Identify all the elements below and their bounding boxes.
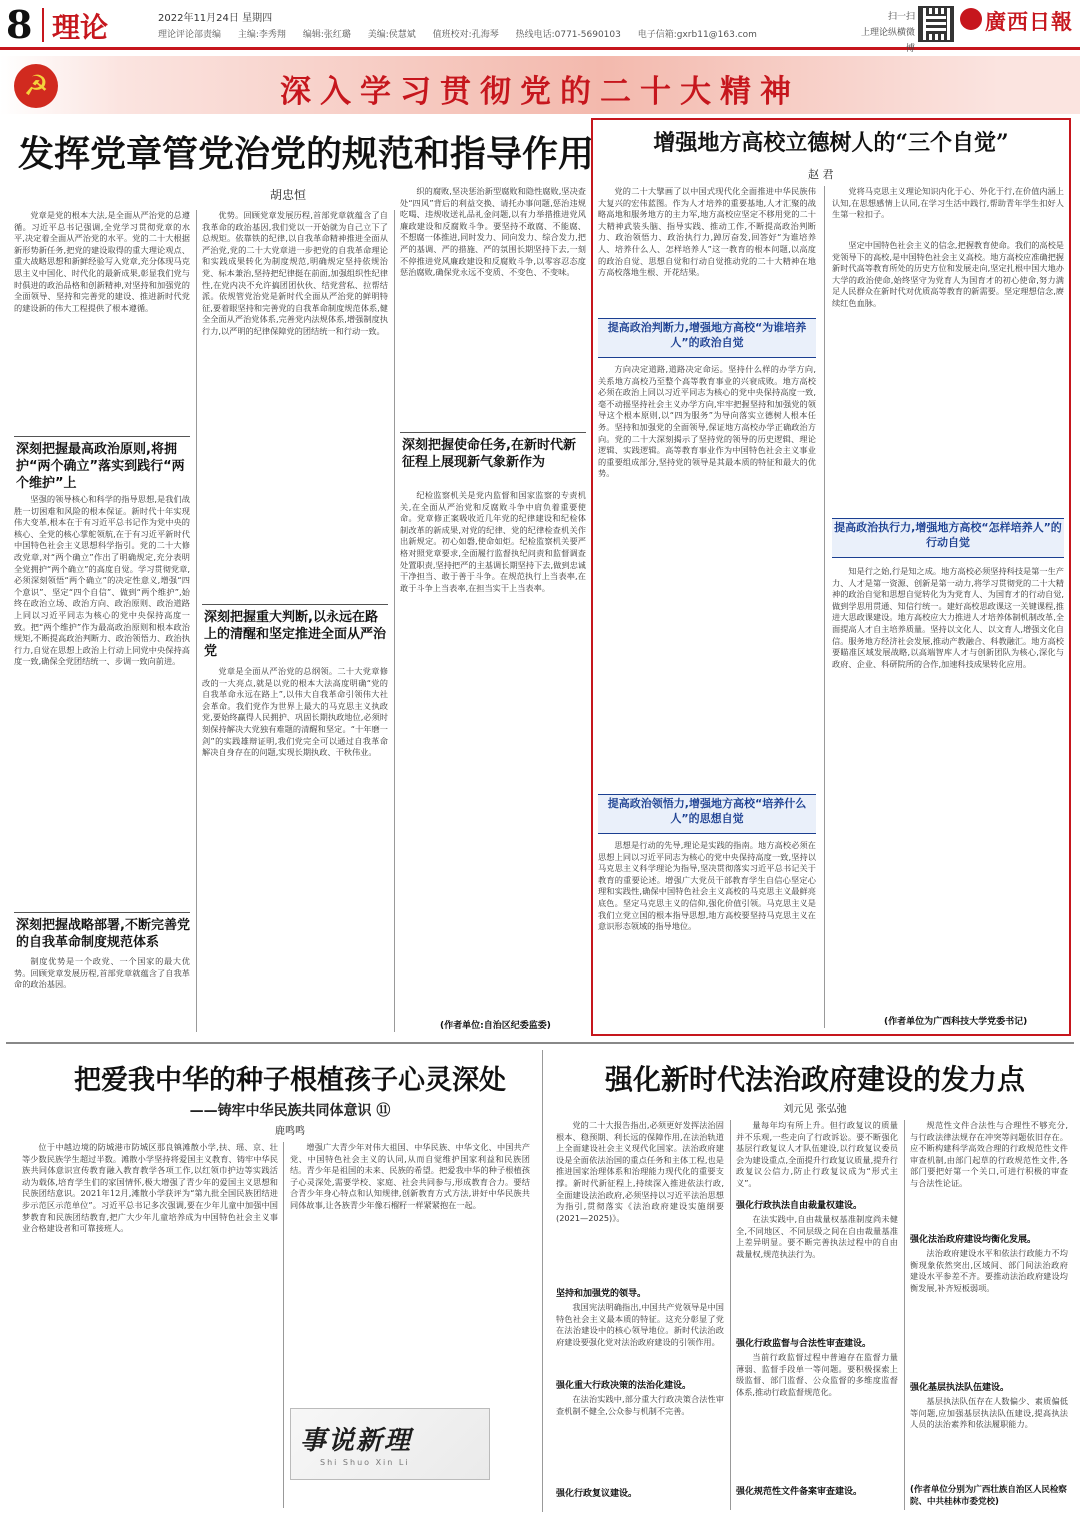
staff-item: 理论评论部责编 (158, 30, 222, 40)
article4-author: 刘元见 张弘弛 (783, 1104, 847, 1115)
article1-col1: 党章是党的根本大法,是全面从严治党的总遵循。习近平总书记强调,全党学习贯彻党章的水平,决定着全面从严治党的水平。党的二十大根据新形势新任务,把党的建设取得的重大理论观点、重大战略思想和新鲜经验写入党章,充分体现马克思主义中国化、时代化的最新成果,彰显我们党与时俱进的政治品格和创新精神,对坚持和加强党的全面领导、坚持和完善党的建设、推进新时代党的建设新的伟大工程提供了根本遵循。 (14, 210, 190, 313)
article4-col3c: 基层执法队伍存在人数偏少、素质偏低等问题,应加强基层执法队伍建设,提高执法人员的法治素养和依法履职能力。 (910, 1396, 1068, 1430)
article4-col1: 党的二十大报告指出,必须更好发挥法治固根本、稳预期、利长远的保障作用,在法治轨道上全面建设社会主义现代化国家。法治政府建设是全面依法治国的重点任务和主体工程,也是推进国家治理体系和治理能力现代化的重要支撑。新时代新征程上,持续深入推进依法行政,全面建设法治政府,必须坚持以习近平法治思想为指引,贯彻落实《法治政府建设实施纲要(2021—2025)》。 (556, 1120, 724, 1223)
newspaper-name: 廣西日報 (985, 9, 1073, 34)
banner-title: 深入学习贯彻党的二十大精神 (280, 74, 800, 110)
contact-item: 热线电话:0771-5690103 (515, 30, 621, 40)
article4-col3: 规范性文件合法性与合理性不够充分,与行政法律法规存在冲突等问题依旧存在。应不断构建科学高效合理的行政规范性文件审查机制,由部门起草的行政规范性文件,各部门要把好第一个关口,可进行积极的审查与合法性论证。 (910, 1120, 1068, 1188)
qr-code-icon[interactable] (918, 6, 954, 42)
column-logo-pinyin: Shi Shuo Xin Li (320, 1458, 410, 1467)
subhead-rule (14, 436, 190, 437)
article4-subhead: 强化重大行政决策的法治化建设。 (556, 1381, 692, 1391)
article1-subhead: 深刻把握重大判断,以永远在路上的清醒和坚定推进全面从严治党 (204, 610, 387, 659)
article2-text1: 方向决定道路,道路决定命运。坚持什么样的办学方向,关系地方高校乃至整个高等教育事业的兴衰成败。地方高校必须在政治上同以习近平同志为核心的党中央保持高度一致,毫不动摇坚持社会主义办学方向,牢牢把握坚持和加强党的领导这个根本原则,以“四为服务”为导向落实立德树人根本任务。坚持和加强党的全面领导,保证地方高校办学正确政治方向。党的二十大深刻揭示了坚持党的领导的历史逻辑、理论逻辑、实践逻辑。高等教育事业作为中国特色社会主义事业的重要组成部分,坚持党的领导是其最本质的特征和最大的优势。 (598, 364, 816, 479)
article1-col3: 织的腐败,坚决惩治新型腐败和隐性腐败,坚决查处“四风”背后的利益交换、请托办事问题,惩治违规吃喝、违规收送礼品礼金问题,以有力举措推进党风廉政建设和反腐败斗争。要坚持不敢腐、不能腐、不想腐一体推进,同时发力、同向发力、综合发力,把严的基调、严的措施、严的氛围长期坚持下去,一刻不停推进党风廉政建设和反腐败斗争,以零容忍态度惩治腐败,确保党永远不变质、不变色、不变味。 (400, 186, 586, 278)
article2-intro-right: 党将马克思主义理论知识内化于心、外化于行,在价值内涵上认知,在思想感情上认同,在学习生活中践行,帮助青年学生扣好人生第一粒扣子。 (832, 186, 1064, 220)
article2-subhead: 提高政治判断力,增强地方高校“为谁培养人”的政治自觉 (607, 321, 807, 349)
article3-subtitle: ——铸牢中华民族共同体意识 ⑪ (189, 1103, 391, 1119)
section-name: 理论 (52, 11, 109, 44)
article4-title: 强化新时代法治政府建设的发力点 (604, 1063, 1025, 1096)
article-divider (542, 1050, 543, 1512)
article4-subhead: 强化行政监督与合法性审查建设。 (736, 1339, 872, 1349)
article1-col2b: 党章是全面从严治党的总纲领。二十大党章修改的一大亮点,就是以党的根本大法高度明确“党的自我革命永远在路上”,以伟大自我革命引领伟大社会革命。我们党作为世界上最大的马克思主义执政党,要始终赢得人民拥护、巩固长期执政地位,必须时刻保持解决大党独有难题的清醒和坚定。“十年磨一剑”的实践雄辩证明,我们党完全可以通过自我革命解决自身存在的问题,实现长期执政、干秋伟业。 (202, 666, 388, 758)
contact-item: 电子信箱:gxrb11@163.com (637, 30, 757, 40)
party-emblem-icon: ☭ (14, 64, 58, 108)
page-number: 8 (6, 2, 33, 47)
article1-title: 发挥党章管党治党的规范和指导作用 (18, 133, 595, 175)
subhead-rule (14, 912, 190, 913)
article4-col2c: 当前行政监督过程中普遍存在监督力量薄弱、监督手段单一等问题。要积极探索上级监督、部门监督、公众监督的多维度监督体系,推动行政监督规范化。 (736, 1352, 898, 1397)
article1-col1c: 制度优势是一个政党、一个国家的最大优势。回顾党章发展历程,首部党章就蕴含了自我革命的政治基因。 (14, 956, 190, 990)
article2-text3: 知是行之始,行是知之成。地方高校必须坚持科技是第一生产力、人才是第一资源、创新是第一动力,将学习贯彻党的二十大精神的政治自觉和思想自觉转化为为党育人、为国育才的行动自觉,做到学思用贯通、知信行统一。建好高校思政课这一关键课程,推进大思政课建设。地方高校应大力推进人才培养体制机制改革,全面提高人才自主培养质量。坚持以文化人、以文育人,增强文化自信。服务地方经济社会发展,推动产教融合、科教融汇。地方高校要瞄准区域发展战略,以高端智库人才与创新团队为核心,深化与政府、企业、科研院所的合作,加速科技成果转化应用。 (832, 566, 1064, 669)
subhead-rule (202, 604, 388, 605)
article1-col3b: 纪检监察机关是党内监督和国家监察的专责机关,在全面从严治党和反腐败斗争中肩负着重要使命。党章修正案吸收近几年党的纪律建设和纪检体制改革的新成果,对党的纪律、党的纪律检查机关作出新规定。初心如磐,使命如炬。纪检监察机关要严格对照党章要求,全面履行监督执纪问责和监督调查处置职责,坚持把严的主基调长期坚持下去,做到忠诚干净担当、敢于善于斗争。在规范执行上当表率,在敢于斗争上当表率,在担当实干上当表率。 (400, 490, 586, 593)
masthead-divider (42, 8, 44, 42)
column-divider (730, 1120, 731, 1510)
article3-title: 把爱我中华的种子根植孩子心灵深处 (74, 1065, 506, 1096)
article3-col2: 增强广大青少年对伟大祖国、中华民族、中华文化、中国共产党、中国特色社会主义的认同,从而自觉维护国家利益和民族团结。青少年是祖国的未来、民族的希望。把爱我中华的种子根植孩子心灵深处,需要学校、家庭、社会共同参与,形成教育合力。要结合青少年身心特点和认知规律,创新教育方式方法,讲好中华民族共同体故事,让各族青少年像石榴籽一样紧紧抱在一起。 (290, 1142, 530, 1210)
article2-subhead: 提高政治领悟力,增强地方高校“培养什么人”的思想自觉 (607, 797, 807, 825)
article2-credit: (作者单位为广西科技大学党委书记) (884, 1017, 1028, 1027)
column-divider (824, 186, 825, 1028)
article4-subhead: 强化行政复议建设。 (556, 1489, 638, 1499)
article4-credit: (作者单位分别为广西壮族自治区人民检察院、中共桂林市委党校) (910, 1485, 1067, 1507)
article1-credit: (作者单位:自治区纪委监委) (440, 1021, 551, 1031)
article4-subhead: 强化行政执法自由裁量权建设。 (736, 1201, 863, 1211)
article1-col1b: 坚强的领导核心和科学的指导思想,是我们战胜一切困难和风险的根本保证。新时代十年实现伟大变革,根本在于有习近平总书记作为党中央的核心、全党的核心掌舵领航,在于有习近平新时代中国特色社会主义思想科学指引。党的二十大修改党章,对“两个确立”作出了明确规定,充分表明全党拥护“两个确立”的高度自觉。学习贯彻党章,必须深刻领悟“两个确立”的决定性意义,增强“四个意识”、坚定“四个自信”、做到“两个维护”,始终在政治立场、政治方向、政治原则、政治道路上同以习近平同志为核心的党中央保持高度一致。把“两个维护”作为最高政治原则和根本政治规矩,不断提高政治判断力、政治领悟力、政治执行力,自觉在思想上政治上行动上同党中央保持高度一致,确保全党团结统一、步调一致向前进。 (14, 494, 190, 667)
article2-text2: 思想是行动的先导,理论是实践的指南。地方高校必须在思想上同以习近平同志为核心的党中央保持高度一致,坚持以马克思主义科学理论为指导,坚决贯彻落实习近平总书记关于教育的重要论述。增强广大党员干部教育学生自信心坚定心理和实践性,确保中国特色社会主义高校的马克思主义最鲜亮底色。坚定马克思主义的信仰,强化价值引领。马克思主义是我们立党立国的根本指导思想,地方高校要坚持马克思主义在意识形态领域的指导地位。 (598, 840, 816, 932)
article1-subhead: 深刻把握使命任务,在新时代新征程上展现新气象新作为 (402, 438, 576, 470)
masthead (0, 0, 1080, 54)
staff-line (158, 27, 771, 40)
article1-subhead: 深刻把握战略部署,不断完善党的自我革命制度规范体系 (16, 918, 190, 950)
column-divider (904, 1120, 905, 1510)
scan-caption: 上理论纵横微博 (860, 28, 915, 54)
article1-author: 胡忠恒 (270, 188, 307, 202)
column-logo-title: 事说新理 (300, 1426, 413, 1456)
staff-item: 值班校对:孔海琴 (432, 30, 499, 40)
article4-subhead: 强化规范性文件备案审查建设。 (736, 1487, 863, 1497)
issue-date: 2022年11月24日 星期四 (158, 13, 273, 24)
column-divider (196, 210, 197, 1032)
article4-subhead: 坚持和加强党的领导。 (556, 1289, 647, 1299)
staff-item: 主编:李秀翔 (237, 30, 286, 40)
section-divider (6, 1042, 1074, 1044)
article2-intro: 党的二十大擘画了以中国式现代化全面推进中华民族伟大复兴的宏伟蓝图。作为人才培养的重要基地,人才汇聚的战略高地和服务地方的主力军,地方高校应坚定不移用党的二十大精神武装头脑、指导实践、推动工作,不断提高政治判断力、政治领悟力、政治执行力,踔厉奋发,回答好“为谁培养人、培养什么人、怎样培养人”这一教育的根本问题,以高度的政治自觉、思想自觉和行动自觉推动党的二十大精神在地方高校落地生根、开花结果。 (598, 186, 816, 278)
article2-right-col: 坚定中国特色社会主义的信念,把握教育使命。我们的高校是党领导下的高校,是中国特色社会主义高校。地方高校应准确把握新时代高等教育所处的历史方位和发展走向,坚定扎根中国大地办大学的政治使命,始终坚守为党育人为国育才的初心使命,努力满足人民群众在新时代对优质高等教育的新需要。坚定理想信念,赓续红色血脉。 (832, 240, 1064, 308)
article4-subhead: 强化法治政府建设均衡化发展。 (910, 1235, 1037, 1245)
article4-subhead: 强化基层执法队伍建设。 (910, 1383, 1010, 1393)
article4-col1b: 我国宪法明确指出,中国共产党领导是中国特色社会主义最本质的特征。这充分彰显了党在法治建设中的核心领导地位。新时代法治政府建设要强化党对法治政府建设的引领作用。 (556, 1302, 724, 1347)
article4-col2b: 在法实践中,自由裁量权基准制度尚未健全,不同地区、不同层级之间在自由裁量基准上差异明显。要不断完善执法过程中的自由裁量权,规范执法行为。 (736, 1214, 898, 1259)
subhead-rule (400, 432, 586, 433)
staff-item: 美编:侯慧斌 (367, 30, 416, 40)
article3-col1: 位于中越边境的防城港市防城区那良镇滩散小学,扶、瑶、京、壮等少数民族学生超过半数。滩散小学坚持将爱国主义教育、铸牢中华民族共同体意识宣传教育融入教育教学各项工作,以红领巾护边等实践活动为载体,培育学生们的家国情怀,极大增强了青少年的爱国主义思想和民族团结意识。2021年12月,滩散小学获评为“第九批全国民族团结进步示范区示范单位”。习近平总书记多次强调,要在少年儿童中加强中国梦教育和民族团结教育,把广大少年儿童培养成为中国特色社会主义事业合格建设者和可靠接班人。 (22, 1142, 278, 1234)
article4-col3b: 法治政府建设水平和依法行政能力不均衡现象依然突出,区域间、部门间法治政府建设水平参差不齐。要推动法治政府建设均衡发展,补齐短板弱项。 (910, 1248, 1068, 1293)
article2-subhead: 提高政治执行力,增强地方高校“怎样培养人”的行动自觉 (834, 521, 1062, 549)
newspaper-logo-icon (960, 8, 982, 30)
article1-subhead: 深刻把握最高政治原则,将拥护“两个确立”落实到践行“两个维护”上 (16, 442, 185, 491)
article4-col1c: 在法治实践中,部分重大行政决策合法性审查机制不健全,公众参与机制不完善。 (556, 1394, 724, 1416)
column-divider (283, 1142, 284, 1508)
scan-label: 扫一扫 (887, 12, 915, 22)
scan-prompt (855, 9, 915, 57)
column-divider (394, 210, 395, 1032)
article2-author: 赵 君 (808, 168, 834, 181)
article1-col2: 优势。回顾党章发展历程,首部党章就蕴含了自我革命的政治基因,我们党以一开始就为自己立下了总规矩。依靠铁的纪律,以自我革命精神推进全面从严治党,党的二十大党章进一步把党的自我革命理论和实践成果转化为制度规范,明确规定坚持依规治党、标本兼治,坚持把纪律挺在前面,加强组织性纪律性,在党内决不允许搞团团伙伙、结党营私、拉帮结派。依规管党治党是新时代全面从严治党的鲜明特征,要着眼坚持和完善党的自我革命制度规范体系,健全全面从严治党体系,完善党内法规体系,增强制度执行力,以严明的纪律保障党的团结统一和行动一致。 (202, 210, 388, 336)
article4-col2: 量每年均有所上升。但行政复议的质量并不乐观,一些走向了行政诉讼。要不断强化基层行政复议人才队伍建设,以行政复议委员会为建设重点,全面提升行政复议质量,提升行政复议公信力,防止行政复议成为“形式主义”。 (736, 1120, 898, 1188)
staff-item: 编辑:张红璐 (302, 30, 351, 40)
article2-title: 增强地方高校立德树人的“三个自觉” (653, 130, 1009, 156)
article3-author: 鹿鸣鸣 (275, 1126, 305, 1137)
